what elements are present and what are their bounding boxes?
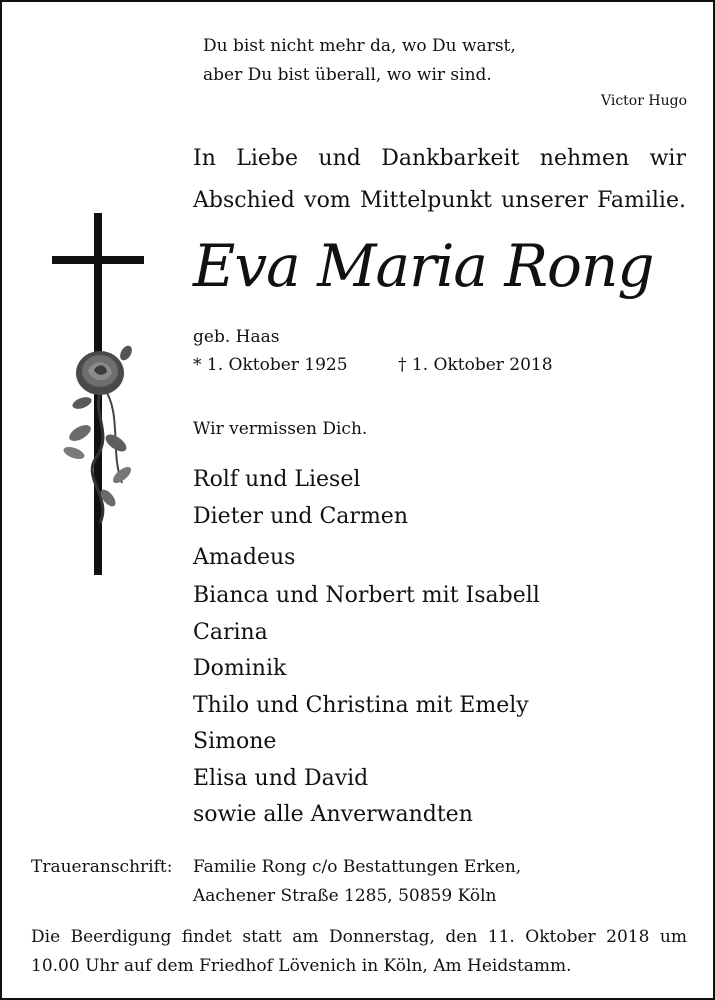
miss-text: Wir vermissen Dich.: [193, 419, 368, 439]
funeral-line-1: Die Beerdigung findet statt am Donnerstag, den 11. Oktober 2018 um: [31, 927, 687, 947]
intro-line-2: Abschied vom Mittelpunkt unserer Familie.: [193, 188, 686, 213]
family-member: Dieter und Carmen: [193, 504, 408, 529]
funeral-line-2: 10.00 Uhr auf dem Friedhof Lövenich in Köln, Am Heidstamm.: [31, 956, 572, 976]
family-member: sowie alle Anverwandten: [193, 802, 473, 827]
address-label: Traueranschrift:: [31, 857, 173, 877]
intro-line-1: In Liebe und Dankbarkeit nehmen wir: [193, 146, 686, 171]
family-member: Dominik: [193, 656, 287, 681]
family-member: Rolf und Liesel: [193, 467, 361, 492]
birth-name: geb. Haas: [193, 327, 280, 347]
family-member: Elisa und David: [193, 766, 369, 791]
family-member: Thilo und Christina mit Emely: [193, 693, 529, 718]
family-member: Simone: [193, 729, 277, 754]
cross-graphic: [52, 213, 162, 578]
family-member: Bianca und Norbert mit Isabell: [193, 583, 540, 608]
address-line-2: Aachener Straße 1285, 50859 Köln: [193, 886, 497, 906]
family-member: Amadeus: [193, 545, 296, 570]
quote-line-2: aber Du bist überall, wo wir sind.: [203, 65, 492, 85]
quote-author: Victor Hugo: [601, 93, 687, 109]
cross-with-rose-icon: [52, 213, 162, 582]
birth-date: * 1. Oktober 1925: [193, 355, 348, 375]
death-date: † 1. Oktober 2018: [398, 355, 553, 375]
address-line-1: Familie Rong c/o Bestattungen Erken,: [193, 857, 522, 877]
quote-line-1: Du bist nicht mehr da, wo Du warst,: [203, 36, 516, 56]
deceased-name: Eva Maria Rong: [193, 232, 654, 300]
family-member: Carina: [193, 620, 268, 645]
